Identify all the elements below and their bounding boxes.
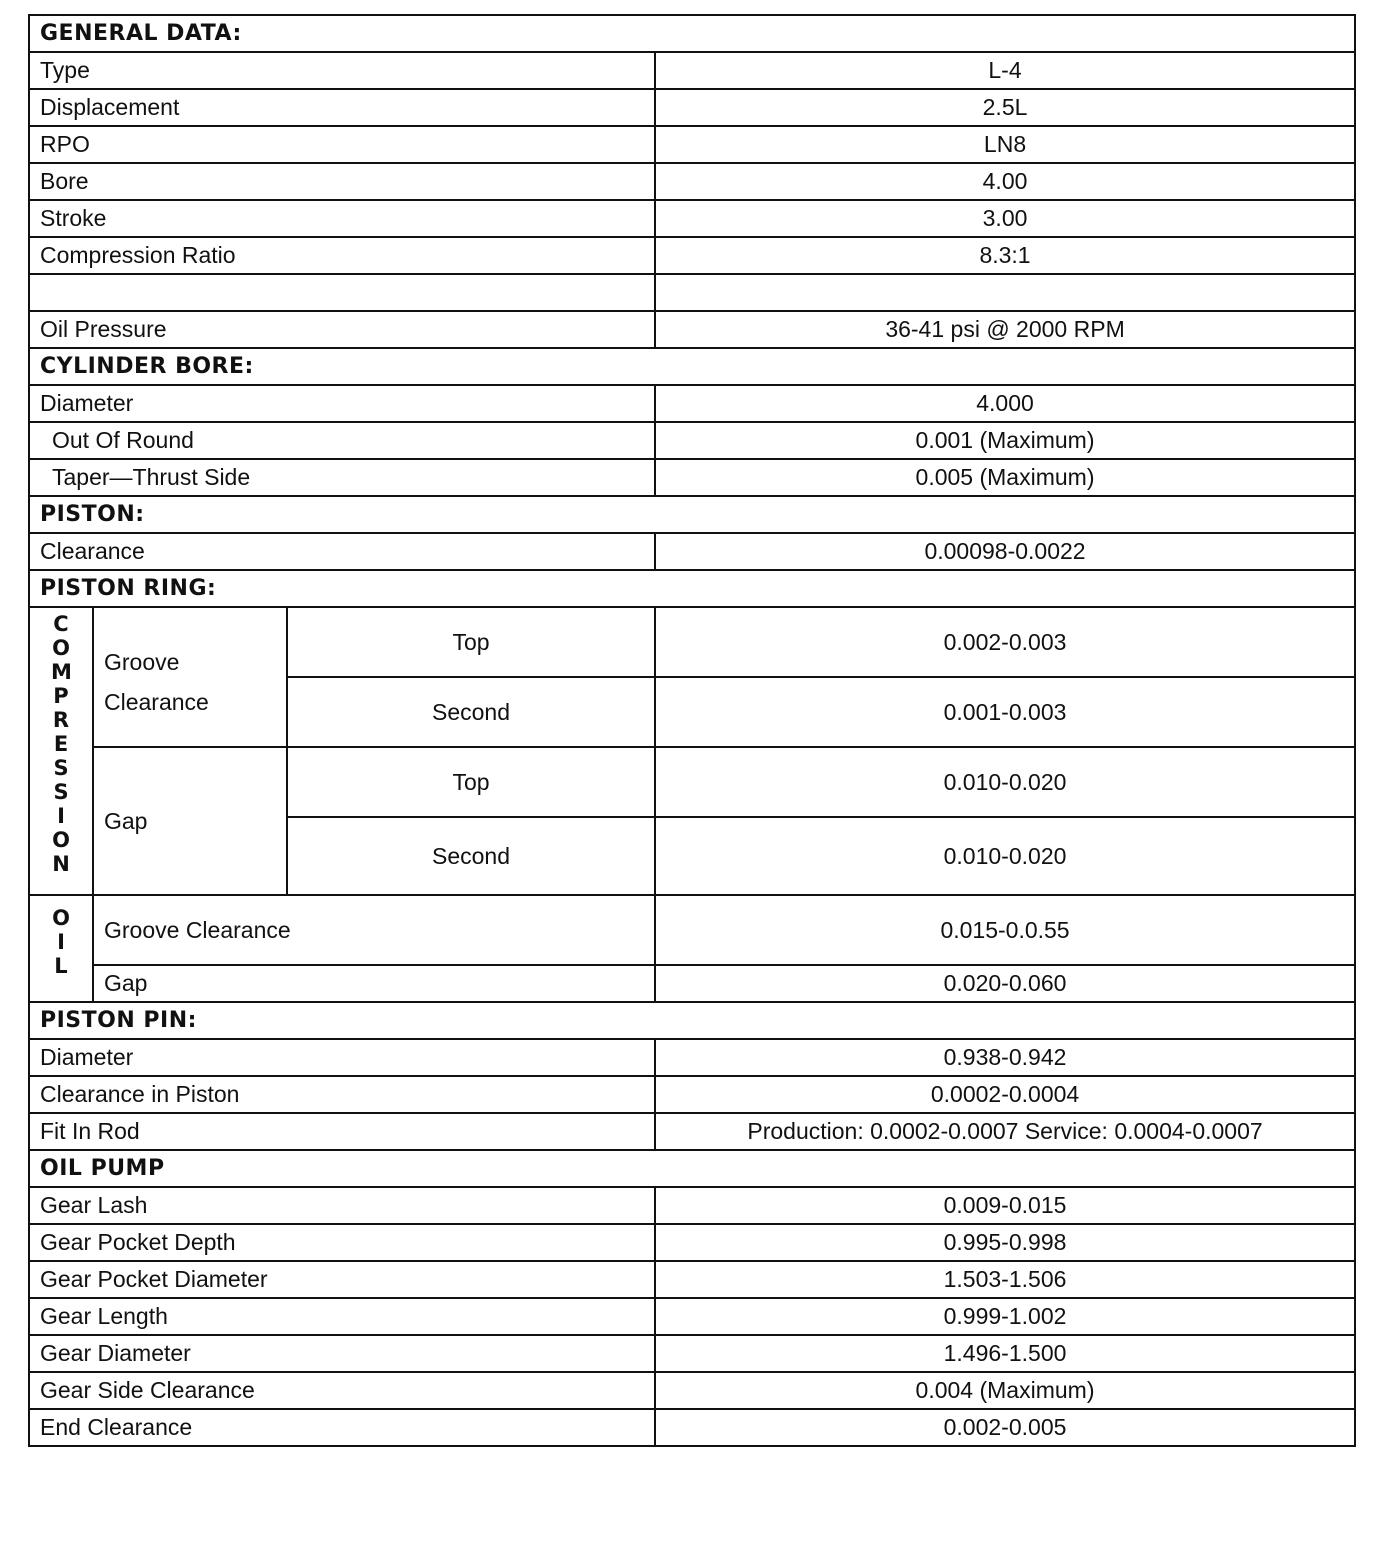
- table-row: [29, 607, 1355, 677]
- table-row: [29, 163, 1355, 200]
- row-label: Clearance: [29, 533, 655, 570]
- table-row: [29, 1113, 1355, 1150]
- row-value: 0.999-1.002: [655, 1298, 1355, 1335]
- ring-position-label: Second: [287, 817, 655, 895]
- row-label: [29, 274, 655, 311]
- table-row: [29, 1224, 1355, 1261]
- table-row: [29, 1409, 1355, 1446]
- table-row: [29, 1335, 1355, 1372]
- compression-vertical-label: COMPRESSION: [29, 607, 93, 895]
- table-row: [29, 1187, 1355, 1224]
- table-row: [29, 237, 1355, 274]
- section-header-row: [29, 348, 1355, 385]
- row-label: Oil Pressure: [29, 311, 655, 348]
- section-header-row: [29, 1002, 1355, 1039]
- row-label: Gear Pocket Diameter: [29, 1261, 655, 1298]
- row-value: 36-41 psi @ 2000 RPM: [655, 311, 1355, 348]
- row-label: Gear Length: [29, 1298, 655, 1335]
- ring-position-label: Top: [287, 747, 655, 817]
- table-row: [29, 895, 1355, 965]
- ring-position-label: Top: [287, 607, 655, 677]
- table-row: [29, 747, 1355, 817]
- section-heading-general: GENERAL DATA:: [29, 15, 1355, 52]
- row-label: Fit In Rod: [29, 1113, 655, 1150]
- table-row: [29, 200, 1355, 237]
- row-value: 0.995-0.998: [655, 1224, 1355, 1261]
- row-label: Bore: [29, 163, 655, 200]
- row-label: Gear Pocket Depth: [29, 1224, 655, 1261]
- row-value: 0.938-0.942: [655, 1039, 1355, 1076]
- row-label: Gear Side Clearance: [29, 1372, 655, 1409]
- row-value: 2.5L: [655, 89, 1355, 126]
- oil-groove-clearance-label: Groove Clearance: [93, 895, 655, 965]
- row-value: 0.010-0.020: [655, 747, 1355, 817]
- row-value: 4.00: [655, 163, 1355, 200]
- table-row: [29, 1298, 1355, 1335]
- row-value: 0.020-0.060: [655, 965, 1355, 1002]
- section-header-row: [29, 496, 1355, 533]
- section-heading-piston-pin: PISTON PIN:: [29, 1002, 1355, 1039]
- table-row: [29, 1372, 1355, 1409]
- row-label: Out Of Round: [29, 422, 655, 459]
- section-heading-cylinder-bore: CYLINDER BORE:: [29, 348, 1355, 385]
- section-heading-piston: PISTON:: [29, 496, 1355, 533]
- row-value: L-4: [655, 52, 1355, 89]
- section-heading-piston-ring: PISTON RING:: [29, 570, 1355, 607]
- row-value: Production: 0.0002-0.0007 Service: 0.0004-0.0007: [655, 1113, 1355, 1150]
- row-value: 0.00098-0.0022: [655, 533, 1355, 570]
- row-label: Stroke: [29, 200, 655, 237]
- row-label: Diameter: [29, 385, 655, 422]
- ring-position-label: Second: [287, 677, 655, 747]
- gap-label: Gap: [93, 747, 287, 895]
- row-value: 0.005 (Maximum): [655, 459, 1355, 496]
- row-label: Displacement: [29, 89, 655, 126]
- row-label: Diameter: [29, 1039, 655, 1076]
- row-label: Clearance in Piston: [29, 1076, 655, 1113]
- table-row-empty: [29, 274, 1355, 311]
- row-label: Gear Diameter: [29, 1335, 655, 1372]
- table-row: [29, 89, 1355, 126]
- table-row: [29, 311, 1355, 348]
- oil-gap-label: Gap: [93, 965, 655, 1002]
- table-row: [29, 1261, 1355, 1298]
- section-header-row: [29, 570, 1355, 607]
- row-value: 3.00: [655, 200, 1355, 237]
- row-label: Type: [29, 52, 655, 89]
- row-value: 0.004 (Maximum): [655, 1372, 1355, 1409]
- row-label: RPO: [29, 126, 655, 163]
- row-value: 0.015-0.0.55: [655, 895, 1355, 965]
- row-value: LN8: [655, 126, 1355, 163]
- table-row: [29, 965, 1355, 1002]
- engine-spec-table: [28, 14, 1356, 1447]
- table-row: [29, 533, 1355, 570]
- groove-clearance-label: Groove Clearance: [93, 607, 287, 747]
- table-row: [29, 459, 1355, 496]
- row-label: Compression Ratio: [29, 237, 655, 274]
- row-value: 0.001-0.003: [655, 677, 1355, 747]
- row-value: 0.002-0.005: [655, 1409, 1355, 1446]
- row-value: 0.009-0.015: [655, 1187, 1355, 1224]
- section-heading-oil-pump: OIL PUMP: [29, 1150, 1355, 1187]
- row-value: 8.3:1: [655, 237, 1355, 274]
- table-row: [29, 52, 1355, 89]
- row-value: 1.503-1.506: [655, 1261, 1355, 1298]
- table-row: [29, 1039, 1355, 1076]
- table-row: [29, 126, 1355, 163]
- table-row: [29, 422, 1355, 459]
- row-label: Taper—Thrust Side: [29, 459, 655, 496]
- section-header-row: [29, 15, 1355, 52]
- row-label: End Clearance: [29, 1409, 655, 1446]
- table-row: [29, 1076, 1355, 1113]
- section-header-row: [29, 1150, 1355, 1187]
- row-value: 0.010-0.020: [655, 817, 1355, 895]
- row-value: 4.000: [655, 385, 1355, 422]
- table-row: [29, 385, 1355, 422]
- row-value: [655, 274, 1355, 311]
- row-value: 0.0002-0.0004: [655, 1076, 1355, 1113]
- row-value: 0.001 (Maximum): [655, 422, 1355, 459]
- row-value: 1.496-1.500: [655, 1335, 1355, 1372]
- row-label: Gear Lash: [29, 1187, 655, 1224]
- oil-vertical-label: OIL: [29, 895, 93, 1002]
- row-value: 0.002-0.003: [655, 607, 1355, 677]
